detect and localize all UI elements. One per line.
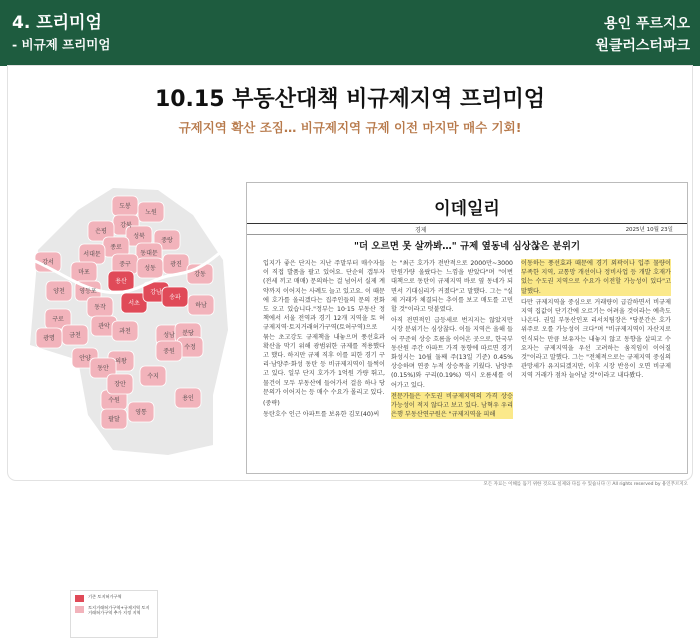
district-label: 종로 xyxy=(110,244,122,251)
district-label: 구로 xyxy=(52,316,64,323)
district-label: 중랑 xyxy=(161,237,173,244)
map-legend xyxy=(70,590,158,638)
district-label: 하남 xyxy=(195,302,207,309)
district-label: 강북 xyxy=(120,222,132,229)
district-label: 동안 xyxy=(97,365,109,372)
district-label: 용산 xyxy=(115,278,127,285)
header-bar xyxy=(0,0,700,66)
district-label: 동대문 xyxy=(140,250,158,257)
district-label: 의왕 xyxy=(115,358,127,365)
district-label: 송파 xyxy=(169,294,181,301)
news-highlight: 이동하는 풍선효과 때문에 경기 외곽이나 입주 물량이 부족한 지역, 교통망 개선이나 정비사업 등 개발 호재가 있는 수도권 지역으로 수요가 이전할 가능성이 있다"고 말했다. xyxy=(521,260,671,295)
district-label: 강서 xyxy=(42,259,54,266)
news-paragraph: 입지가 좋은 단지는 지난 주말부터 매수자들이 직접 발품을 팔고 있어요. 단순히 갭투자(전세 끼고 매매) 문의하는 걸 넘어서 실제 계약까지 이어지는 사례도 늘고 있고요. 이 때문에 호가를 올리겠다는 집주인들의 문의 전화도 오고 있습니다."정부는 10·15 부동산 정책에서 서울 전역과 경기 12개 지역을 토 허 규제지역·토지거래허가구역(토허구역)으로 묶는 초고강도 규제책을 내놓으며 풍선효과 확산을 막기 위해 광범위한 규제를 적용했다고 했다. 하지만 규제 직후 이를 피한 경기 구리·남양주·화성 동탄 등 비규제지역이 들썩이고 있다. 일부 단지 호가가 1억원 가량 뛰고, 물건이 모두 부동산에 들어가서 걸음 하나 당 문의가 이어지는 등 매수 수요가 몰리고 있다. xyxy=(263,260,385,396)
district-label: 분당 xyxy=(182,330,194,337)
news-date: 2025년 10월 23일 xyxy=(625,227,673,233)
legend-swatch-added xyxy=(75,606,84,613)
section-title: 4. 프리미엄 xyxy=(12,13,102,33)
news-paragraph: 는 "최근 호가가 전반적으로 2000만~3000만원가량 올랐다는 느낌을 받았다"며 "이번 대책으로 동탄이 규제지역 바로 옆 동네가 되면서 기대심리가 커졌다"고 말했다. 그는 "실제 거래가 체결되는 추이를 보고 매도를 고민할 것"이라고 덧붙였다. xyxy=(391,260,513,314)
news-column-1 xyxy=(263,259,385,421)
news-clipping xyxy=(246,182,688,474)
news-column-3 xyxy=(521,259,671,383)
news-paragraph: 아직 전면적인 급등세로 번지지는 않았지만 시장 분위기는 심상찮다. 이들 지역은 올해 들어 꾸준히 상승 흐름을 이어온 곳으로, 한국부동산원 주간 아파트 가격 동향에 따르면 경기 화성시는 10월 둘째 주(13일 기준) 0.45% 상승하며 연중 누적 상승폭을 키웠다. 남양주(0.15%)와 구리(0.19%) 역시 오름세를 이어가고 있다. xyxy=(391,317,513,389)
news-paragraph: 동탄호수 인근 아파트를 보유한 김모(40)씨 xyxy=(263,411,380,419)
district-label: 동작 xyxy=(94,304,106,311)
district-label: 성남 xyxy=(163,332,175,339)
district-label: 서초 xyxy=(128,300,140,307)
district-label: 도봉 xyxy=(119,203,131,210)
district-label: 팔달 xyxy=(108,416,120,423)
district-label: 성동 xyxy=(144,265,156,272)
district-label: 금천 xyxy=(69,332,81,339)
district-label: 중구 xyxy=(119,261,131,268)
legend-label-existing: 기존 토지허가구역 xyxy=(88,594,122,599)
district-label: 성북 xyxy=(133,233,145,240)
page-title: 10.15 부동산대책 비규제지역 프리미엄 xyxy=(154,87,546,112)
legend-label-added: 토지거래허가구역+규제지역 토지거래허가구역 추가 지정 지역 xyxy=(88,605,150,615)
news-highlight: 전문가들은 수도권 비규제지역의 가격 상승 가능성이 적지 않다고 보고 있다. 남혁우 우리은행 부동산연구원은 "규제지역을 피해 xyxy=(391,392,513,419)
page-subtitle: 규제지역 확산 조짐… 비규제지역 규제 이전 마지막 매수 기회! xyxy=(178,120,522,135)
district-label: 관악 xyxy=(98,323,110,330)
section-subtitle: - 비규제 프리미엄 xyxy=(12,37,111,52)
news-paragraph: (중략) xyxy=(263,400,280,408)
district-label: 마포 xyxy=(78,269,90,276)
news-headline: "더 오르면 못 살까봐…" 규제 옆동네 심상찮은 분위기 xyxy=(353,241,581,252)
district-label: 강동 xyxy=(194,271,206,278)
brand-name-line2: 원클러스터파크 xyxy=(595,38,690,54)
news-category: 경제 xyxy=(415,227,427,234)
district-label: 광명 xyxy=(43,335,55,342)
news-paragraph: 다만 규제지역을 중심으로 거래량이 급감하면서 비규제지역 집값이 단기간에 오르기는 어려울 것이라는 예측도 나온다. 권일 부동산인포 리서치팀장은 "당분간은 호가 위주로 오를 가능성이 크다"며 "비규제지역이 자산지로 인식되는 만큼 보유자는 내놓지 않고 동향을 살피고 수요자는 규제지역을 우선 고려하는 움직임이 이어질 것"이라고 말했다. 그는 "전체적으로는 규제지역 중심의 관망세가 유지되겠지만, 이후 시장 반응이 오면 비규제지역 거래가 점차 늘어날 것"이라고 내다봤다. xyxy=(521,298,671,380)
brand-name-line1: 용인 푸르지오 xyxy=(603,16,690,32)
district-label: 수원 xyxy=(108,397,120,404)
district-label: 양천 xyxy=(53,288,65,295)
district-label: 과천 xyxy=(119,328,131,335)
district-label: 장안 xyxy=(114,381,126,388)
district-label: 중원 xyxy=(163,348,175,355)
district-label: 광진 xyxy=(170,261,182,268)
district-label: 영통 xyxy=(135,409,147,416)
regulation-map xyxy=(18,180,231,615)
district-label: 노원 xyxy=(145,209,157,216)
district-label: 용인 xyxy=(182,395,194,402)
district-label: 안양 xyxy=(79,355,91,362)
district-label: 수정 xyxy=(184,344,196,351)
district-label: 수지 xyxy=(147,373,159,380)
news-column-2 xyxy=(391,259,513,421)
legend-row-existing xyxy=(75,594,153,602)
district-label: 영등포 xyxy=(79,288,97,295)
legend-swatch-existing xyxy=(75,595,84,602)
district-label: 강남 xyxy=(150,289,162,296)
legend-row-added xyxy=(75,605,153,615)
district-label: 은평 xyxy=(95,228,107,235)
news-outlet: 이데일리 xyxy=(434,199,500,219)
news-meta-bar xyxy=(247,223,687,235)
seoul-gyeonggi-map xyxy=(18,180,231,478)
district-label: 서대문 xyxy=(83,251,101,258)
footer-disclaimer: 모든 자료는 이해를 돕기 위한 것으로 실제와 다를 수 있습니다 ⓒ All rights reserved by 용인푸르지오 xyxy=(483,482,688,487)
